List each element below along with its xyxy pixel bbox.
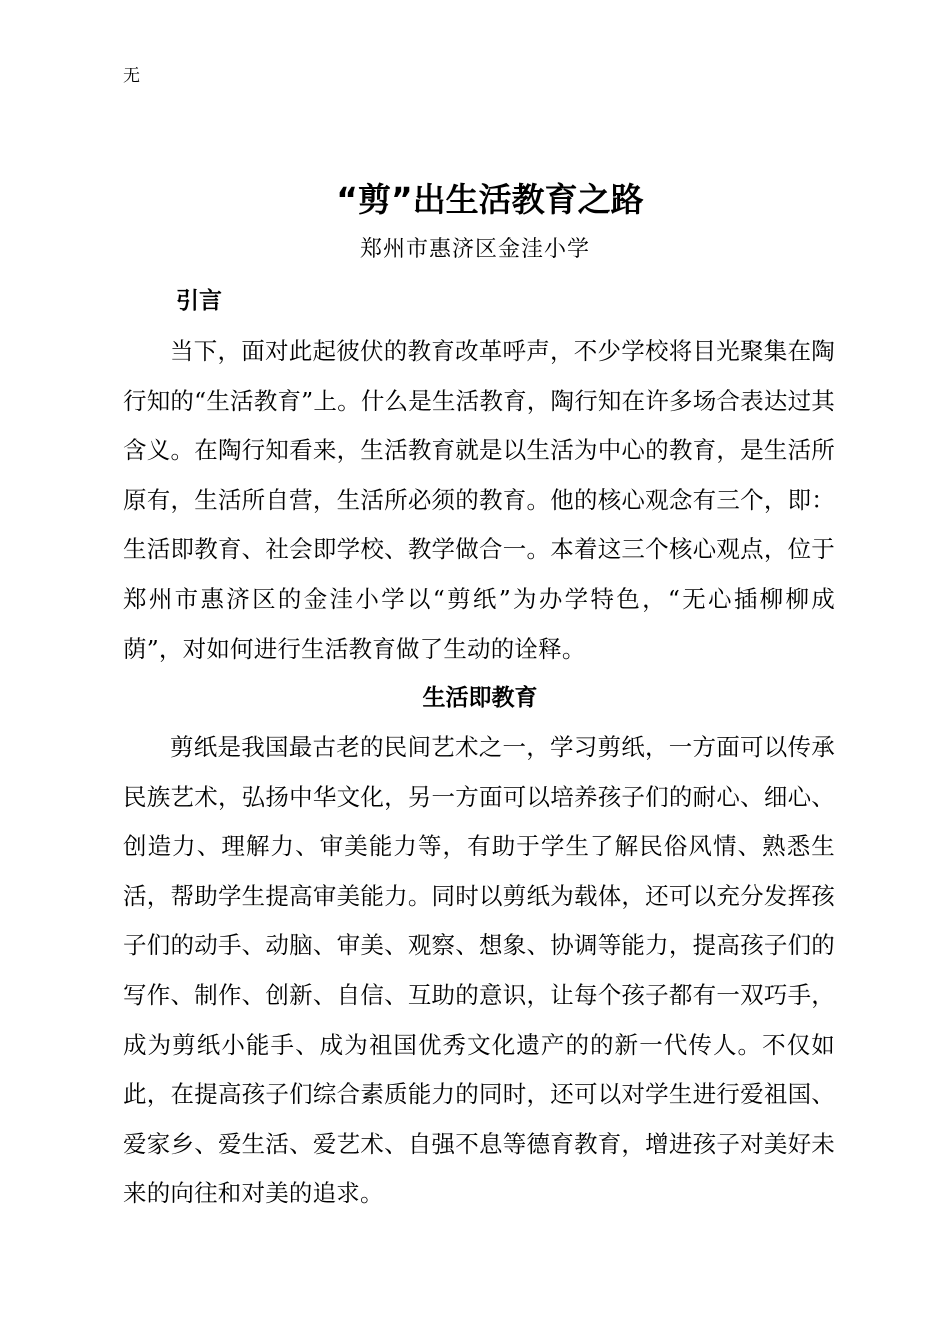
author-line: 郑州市惠济区金洼小学 [359,237,590,262]
section-heading-life-is-education: 生活即教育 [422,685,538,711]
section-paragraph-intro: 当下，面对此起彼伏的教育改革呼声，不少学校将目光聚集在陶行知的“生活教育”上。什么是生活教育，陶行知在许多场合表达过其含义。在陶行知看来，生活教育就是以生活为中心的教育，是生活所原有，生活所自营，生活所必须的教育。他的核心观念有三个，即：生活即教育、社会即学校、教学做合一。本着这三个核心观点，位于郑州市惠济区的金洼小学以“剪纸”为办学特色，“无心插柳柳成荫”，对如何进行生活教育做了生动的诠释。 [123,337,835,663]
header-mark: 无 [123,66,140,86]
page-title: “剪”出生活教育之路 [336,180,644,219]
section-paragraph-life-is-education: 剪纸是我国最古老的民间艺术之一，学习剪纸，一方面可以传承民族艺术，弘扬中华文化，另一方面可以培养孩子们的耐心、细心、创造力、理解力、审美能力等，有助于学生了解民俗风情、熟悉生活，帮助学生提高审美能力。同时以剪纸为载体，还可以充分发挥孩子们的动手、动脑、审美、观察、想象、协调等能力，提高孩子们的写作、制作、创新、自信、互助的意识，让每个孩子都有一双巧手，成为剪纸小能手、成为祖国优秀文化遗产的的新一代传人。不仅如此，在提高孩子们综合素质能力的同时，还可以对学生进行爱祖国、爱家乡、爱生活、爱艺术、自强不息等德育教育，增进孩子对美好未来的向往和对美的追求。 [123,733,835,1208]
section-heading-intro: 引言 [176,288,222,314]
